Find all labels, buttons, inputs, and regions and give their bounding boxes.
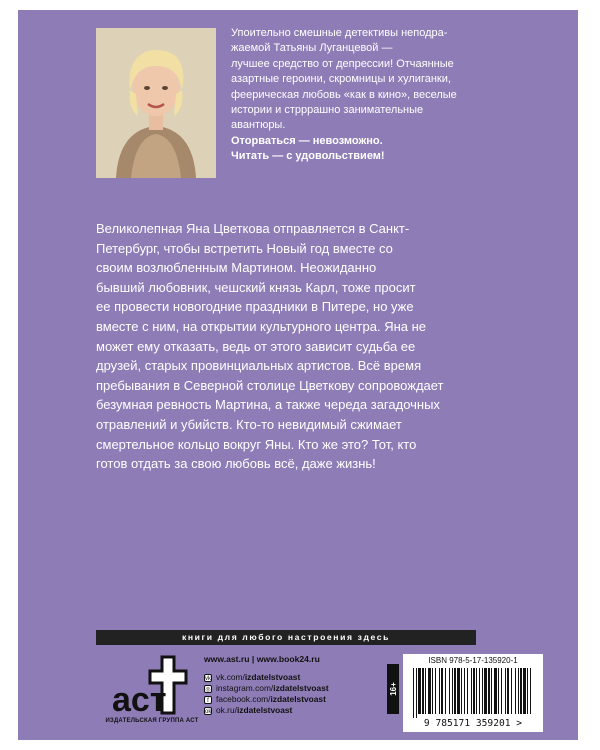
tagline-bar: книги для любого настроения здесь bbox=[96, 630, 476, 645]
barcode-bars bbox=[411, 668, 535, 718]
instagram-icon: ◎ bbox=[205, 686, 211, 693]
blurb-tagline-2: Читать — с удовольствием! bbox=[231, 150, 385, 163]
vk-icon: vk bbox=[205, 675, 211, 682]
author-photo bbox=[96, 28, 216, 178]
publisher-logo-text: аст bbox=[112, 681, 167, 719]
author-portrait-illustration bbox=[96, 28, 216, 178]
blurb bbox=[231, 26, 561, 165]
publisher-name: ИЗДАТЕЛЬСКАЯ ГРУППА АСТ bbox=[105, 718, 199, 724]
book-back-cover bbox=[18, 10, 578, 740]
barcode-box bbox=[403, 654, 543, 732]
ok-icon: ok bbox=[205, 708, 212, 715]
age-rating-text: 16+ bbox=[389, 682, 398, 696]
blurb-text: Упоительно смешные детективы неподра- жаемой Татьяны Луганцевой — лучшее средство от депрессии! Отчаянные азартные героини, скромницы и хулиганки, феерическая любовь «как в кино», веселые истории и стрррашно занимательные авантюры. bbox=[231, 27, 457, 132]
barcode-number: 9 785171 359201 > bbox=[423, 718, 523, 729]
websites[interactable]: www.ast.ru | www.book24.ru bbox=[204, 654, 320, 664]
social-link-vk[interactable]: vk vk.com/ izdatelstvoast bbox=[205, 672, 301, 682]
blurb-tagline-1: Оторваться — невозможно. bbox=[231, 134, 383, 147]
social-link-facebook[interactable]: f facebook.com/ izdatelstvoast bbox=[204, 694, 329, 705]
isbn-text: ISBN 978-5-17-135920-1 bbox=[428, 656, 518, 665]
social-link-ok[interactable]: ok ok.ru/ izdatelstvoast bbox=[205, 705, 293, 715]
social-link-instagram[interactable]: ◎ instagram.com/ izdatelstvoast bbox=[205, 683, 329, 693]
social-links bbox=[204, 672, 329, 716]
book-description: Великолепная Яна Цветкова отправляется в Санкт- Петербург, чтобы встретить Новый год вместе со своим возлюбленным Мартином. Неожиданно бывший любовник, чешский князь Карл, тоже просит ее провести новогодние праздники в Питере, но уже вместе с ним, на открытии культурного центра. Яна не может ему отказать, ведь от этого зависит судьба ее друзей, старых провинциальных артистов. Всё время пребывания в Северной столице Цветкову сопровождает безумная ревность Мартина, а также череда загадочных отравлений и убийств. Кто-то невидимый сжимает смертельное кольцо вокруг Яны. Кто же это? Тот, кто готов отдать за свою любовь всё, даже жизнь! bbox=[96, 221, 444, 472]
facebook-icon: f bbox=[204, 696, 212, 704]
age-rating-badge bbox=[387, 664, 399, 714]
